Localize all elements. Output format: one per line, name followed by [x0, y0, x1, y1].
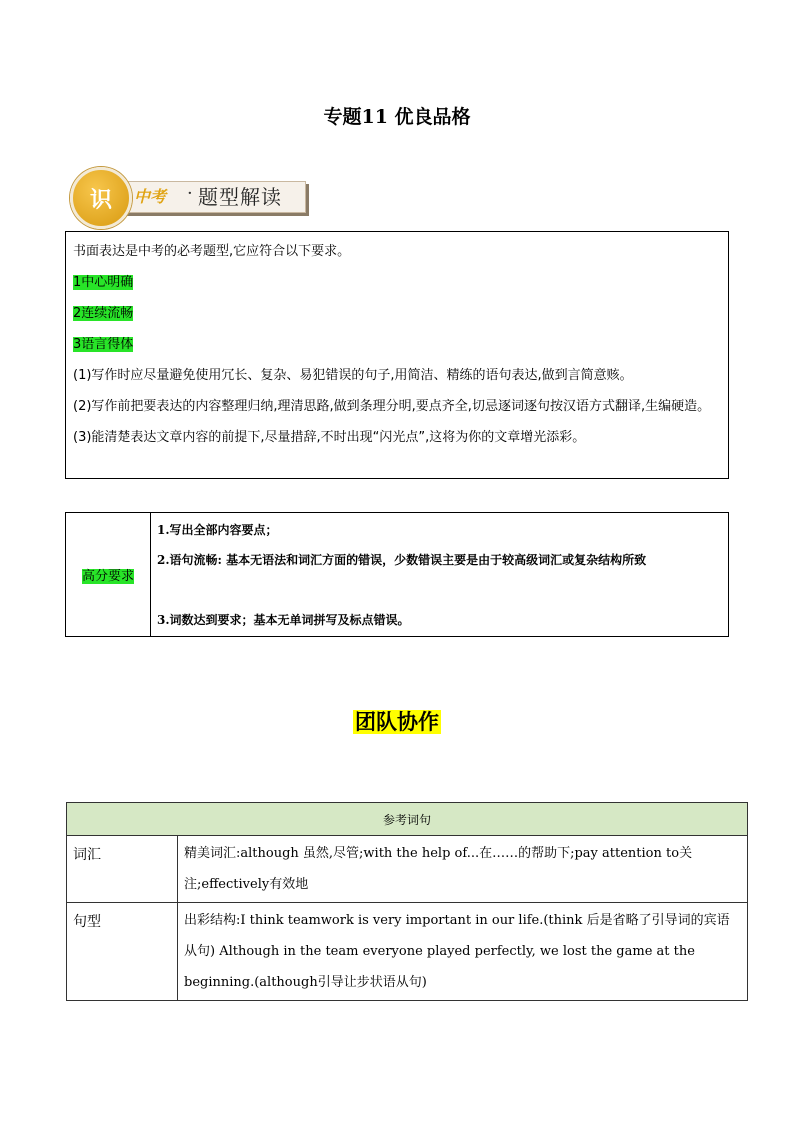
requirement-item: 1.写出全部内容要点； [157, 522, 278, 537]
section-title: 团队协作 [355, 710, 439, 734]
banner-dot: · [187, 183, 193, 204]
table-row [67, 903, 748, 1001]
intro-line: 书面表达是中考的必考题型,它应符合以下要求。 [73, 244, 351, 259]
intro-point: 3语言得体 [73, 337, 134, 352]
reference-key: 句型 [67, 903, 178, 1001]
table-row [67, 836, 748, 903]
banner-tag: 中考 [134, 187, 167, 206]
intro-line: (3)能清楚表达文章内容的前提下,尽量措辞,不时出现“闪光点”,这将为你的文章增光添彩。 [73, 430, 586, 445]
reference-table [66, 802, 748, 1001]
intro-line: (1)写作时应尽量避免使用冗长、复杂、易犯错误的句子,用简洁、精练的语句表达,做到言简意赅。 [73, 368, 633, 383]
intro-point: 2连续流畅 [73, 306, 134, 321]
requirement-item: 2.语句流畅: 基本无语法和词汇方面的错误，少数错误主要是由于较高级词汇或复杂结构所致 [157, 552, 647, 567]
section-banner [70, 167, 310, 223]
requirements-label-cell [66, 513, 151, 637]
requirements-label: 高分要求 [81, 569, 134, 584]
requirements-table [65, 512, 729, 637]
intro-line: (2)写作前把要表达的内容整理归纳,理清思路,做到条理分明,要点齐全,切忌逐词逐句按汉语方式翻译,生编硬造。 [73, 399, 711, 414]
banner-badge-icon: 识 [70, 167, 132, 229]
banner-text: 题型解读 [198, 185, 282, 209]
intro-point: 1中心明确 [73, 275, 134, 290]
requirement-item [157, 575, 722, 605]
requirements-content [151, 513, 729, 637]
reference-value: 出彩结构:I think teamwork is very important in our life.(think 后是省略了引导词的宾语从句) Although in the team everyone played perfectly, we lost the game at the beginning.(although引导让步状语从句) [178, 903, 748, 1001]
reference-header: 参考词句 [67, 803, 748, 836]
reference-value: 精美词汇:although 虽然,尽管;with the help of...在……的帮助下;pay attention to关注;effectively有效地 [178, 836, 748, 903]
intro-box [65, 231, 729, 479]
requirement-item: 3.词数达到要求；基本无单词拼写及标点错误。 [157, 612, 410, 627]
reference-key: 词汇 [67, 836, 178, 903]
page-title: 专题11 优良品格 [323, 106, 471, 128]
